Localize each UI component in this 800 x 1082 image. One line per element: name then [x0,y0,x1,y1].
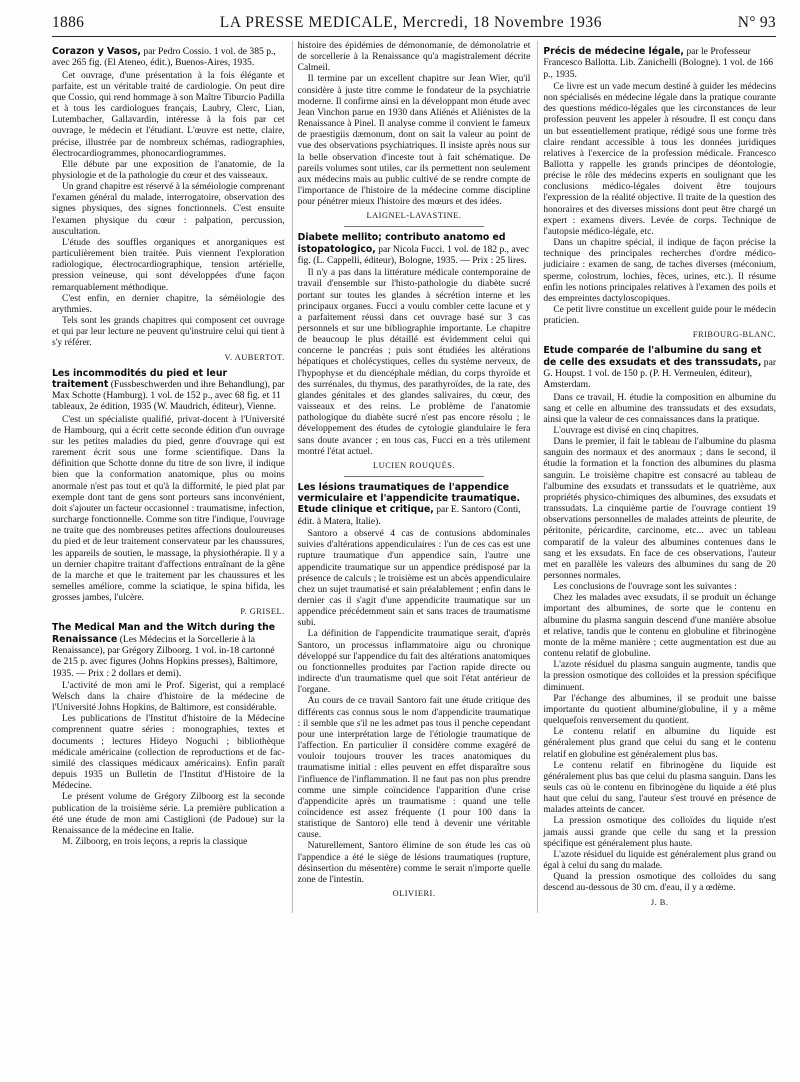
paragraph: C'est un spécialiste qualifié, privat-docent à l'Université de Hambourg, qui a écrit cette seconde édition d'un ouvrage sur les petites maladies du pied, genre d'ouvrage qui est rarement écrit sous une forme scientifique. Dans la définition que Schotte donne du titre de son livre, il indique bien que la conformation anatomique, plus ou moins anormale n'est pas tout et qu'à la difformité, le pied plat par exemple dont tant de gens sont porteurs sans inconvénient, doit s'ajouter un facteur occasionnel : traumatisme, infection, surcharge fonctionnelle. Comme son titre l'indique, l'ouvrage ne traite que des nombreuses petites affections douloureuses du pied et de leur traitement conservateur par les chaussures, les appareils de soutien, le massage, la physiothérapie. Il y a un dernier chapitre traitant d'affections entraînant de la gêne de la marche et que le traitement par les chaussures et les semelles améliore, comme la sciatique, le spina bifida, les grosses jambes, l'ulcère. [52,414,285,604]
review-bibliography: par E. Santoro (Conti, édit. à Matera, Italie). [297,504,521,527]
paragraph: Il n'y a pas dans la littérature médicale contemporaine de travail d'ensemble sur l'histo-pathologie du diabète sucré portant sur toutes les glandes à sécrétion interne et les principaux organes. Fucci a voulu combler cette lacune et y a parfaitement réussi dans cet ouvrage basé sur 3 cas personnels et sur une bibliographie importante. Le chapitre de beaucoup le plus détaillé est évidemment celui qui concerne le pancréas ; puis sont étudiées les altérations hépatiques et cholécystiques, celles du système nerveux, de l'hypophyse et du diencéphale médian, du corps thyroïde et des surrénales, du thymus, des parathyroïdes, de la rate, des glandes génitales et des glandes salivaires, du cœur, des vaisseaux et des reins. Le problème de l'anatomie pathologique du diabète sucré n'est pas encore résolu ; le développement des études de cytologie glandulaire le fera sans doute avancer ; en tous cas, Fucci en a très utilement montré l'état actuel. [297,268,531,457]
review-title: Précis de médecine légale, [543,46,684,57]
paragraph: Dans le premier, il fait le tableau de l'albumine du plasma sanguin des normaux et des anormaux ; dans le second, il étudie la formation et la fonction des albumines du plasma sanguin. Le troisième chapitre est consacré au tableau de l'albumine des exsudats et transsudats et le quatrième, aux propriétés physico-chimiques des albumines, des exsudats et transsudats. La cinquième partie de l'ouvrage contient 19 observations personnelles de malades atteints de pleurite, de péritonite, péricardite, carcinome, etc... avec un tableau comparatif de la valeur des albumines contenues dans le sang et les exsudats. En face de ces observations, l'auteur met en parallèle les valeurs des albumines du sang de 20 personnes normales. [543,437,777,582]
paragraph: C'est enfin, en dernier chapitre, la séméiologie des arythmies. [52,293,285,315]
reviewer-signature: V. AUBERTOT. [224,352,285,362]
reviewer-signature: LUCIEN ROUQUÈS. [373,460,455,470]
paragraph: Le présent volume de Grégory Zilboorg est la seconde publication de la troisième série. La première publication a été une étude de mon ami Castiglioni (de Padoue) sur la Renaissance de la médecine en Italie. [52,792,285,836]
review-diabete-mellito [298,232,531,470]
reviewer-signature: OLIVIERI. [392,889,436,899]
review-bibliography: par Pedro Cossio. 1 vol. de 385 p., avec 265 fig. (El Ateneo, édit.), Buenos-Aires, 1935. [52,46,276,69]
review-heading [52,622,285,678]
paragraph: Le contenu relatif en albumine du liquide est généralement plus grand que celui du sang et le contenu relatif en globuline est généralement plus bas. [543,727,777,760]
review-heading [543,46,776,80]
review-title: Les lésions traumatiques de l'appendice vermiculaire et l'appendicite traumatique. Etude clinique et critique, [297,481,521,516]
issue-number: N° 93 [737,14,776,31]
page-number: 1886 [52,14,85,31]
reviewer-signature: LAIGNEL-LAVASTINE. [366,211,462,221]
reviewer-signature: FRIBOURG-BLANC. [692,330,777,340]
review-title: Corazon y Vasos, [52,46,141,57]
paragraph: Par l'échange des albumines, il se produit une baisse importante du quotient albumine/globuline, il y a même quelquefois renversement du quotient. [543,693,777,727]
review-heading [298,232,531,266]
review-medical-man-and-the-witch [52,622,285,848]
review-title: Les incommodités du pied et leur traitement [52,367,228,390]
review-lesions-traumatiques [298,482,531,898]
paragraph: Dans un chapitre spécial, il indique de façon précise la technique des principales recherches d'ordre médico-judiciaire : examen de sang, de taches diverses (méconium, sperme, colostrum, lochies, fèces, urines, etc.). Il résume enfin les notions principales relatives à l'examen des poils et des empreintes dactyloscopiques. [543,238,777,304]
divider [344,476,484,477]
paragraph: Elle débute par une exposition de l'anatomie, de la physiologie et de la pathologie du cœur et des vaisseaux. [52,159,285,181]
paragraph: Quand la pression osmotique des colloïdes du sang descend au-dessous de 30 cm. d'eau, il y a œdème. [543,872,777,894]
column-1 [52,41,285,913]
column-3 [537,41,776,913]
review-title: The Medical Man and the Witch during the Renaissance [52,622,276,645]
review-heading [543,345,776,390]
paragraph: La pression osmotique des colloïdes du liquide n'est jamais aussi grande que celle du sang et la pression spécifique est généralement plus haute. [543,816,777,849]
reviewer-signature: J. B. [650,897,669,907]
paragraph: Le contenu relatif en fibrinogène du liquide est généralement plus bas que celui du plasma sanguin. Dans les seuls cas où le contenu en fibrinogène du liquide a été plus haut que celui du sang, l'auteur s'est trouvé en présence de malades atteints de cancer. [543,760,777,816]
review-medical-man-continued [298,41,531,220]
paragraph: L'étude des souffles organiques et anorganiques est particulièrement bien traitée. Puis viennent l'exploration radiologique, électrocardiographique, tension artérielle, pression veineuse, qui sont développées d'une façon remarquablement méthodique. [52,237,285,293]
column-2 [292,41,531,913]
review-heading [52,46,285,69]
columns [52,41,776,913]
divider [344,226,484,227]
review-bibliography: par Nicola Fucci. 1 vol. de 182 p., avec fig. (L. Cappelli, éditeur), Bologne, 1935. — Prix : 25 lires. [297,243,530,266]
paragraph: Naturellement, Santoro élimine de son étude les cas où l'appendice a été le siège de lésions traumatiques (rupture, désinsertion du mésentère) comme le serait n'importe quelle zone de l'intestin. [297,841,531,885]
paragraph: Un grand chapitre est réservé à la séméiologie comprenant l'examen général du malade, interrogatoire, observation des signes physiques, des signes fonctionnels. C'est ensuite l'examen physique du cœur : palpation, percussion, auscultation. [52,182,285,237]
paragraph: L'ouvrage est divisé en cinq chapitres. [553,425,699,436]
paragraph: Les conclusions de l'ouvrage sont les suivantes : [553,582,737,593]
paragraph: Chez les malades avec exsudats, il se produit un échange important des albumines, de sorte que le contenu en albumine du plasma sanguin descend d'une manière absolue et relative, tandis que le contenu en globuline et fibrinogène monte de la même manière ; cette augmentation est due au contenu relatif de globuline. [543,593,777,660]
paragraph: L'azote résiduel du plasma sanguin augmente, tandis que la pression osmotique des colloïdes et la pression spécifique diminuent. [543,660,777,693]
review-bibliography: (Les Médecins et la Sorcellerie à la Renaissance), par Grégory Zilboorg. 1 vol. in-18 cartonné de 215 p. avec figures (Johns Hopkins presses), Baltimore, 1935. — Prix : 2 dollars et demi). [52,633,278,679]
paragraph: Ce livre est un vade mecum destiné à guider les médecins non spécialisés en médecine légale dans la pratique courante des questions médico-légales que les circonstances de leur profession peuvent les appeler à résoudre. Il est conçu dans un but essentiellement pratique, rédigé sous une forme très claire rendant accessible à tous les données juridiques relatives à l'exercice de la profession médicale. Francesco Ballotta y rappelle les grands principes de déontologie, précise le rôle des médecins experts en soulignant que les conclusions médico-légales doivent être toujours l'expression de la réalité objective. Il traite de la question des honoraires et des diverses missions dont peut être chargé un expert : examens divers. Levée de corps. Technique de l'autopsie médico-légale, etc. [543,81,777,237]
review-heading [298,482,531,527]
review-bibliography: par le Professeur Francesco Ballotta. Lib. Zanichelli (Bologne). 1 vol. de 166 p., 1935. [543,46,774,80]
paragraph: Il termine par un excellent chapitre sur Jean Wier, qu'il considère à juste titre comme le fondateur de la psychiatrie moderne. Il confirme ainsi en la développant mon étude avec Jean Vinchon parue en 1930 dans Aliénés et Aliénistes de la Renaissance à Pinel. Il analyse comme il convient le fameux de praestigiis dæmonum, dont on sait la valeur au point de vue des observations psychiatriques. Il insiste après nous sur la belle observation d'inceste tout à fait schématique. De pareils volumes sont utiles, car ils permettent non seulement aux médecins mais au public cultivé de se rendre compte de l'importance de l'histoire de la médecine comme discipline pour pénétrer mieux l'histoire des mœurs et des idées. [297,74,531,208]
paragraph: histoire des épidémies de démonomanie, de démonolatrie et de sorcellerie à la Renaissance qu'a magistralement décrite Calmeil. [297,41,531,74]
paragraph: Tels sont les grands chapitres qui composent cet ouvrage et qui par leur lecture ne peuvent qu'instruire celui qui tient à s'y référer. [52,316,285,349]
paragraph: Ce petit livre constitue un excellent guide pour le médecin praticien. [543,305,777,327]
review-corazon-y-vasos [52,46,285,362]
paragraph: M. Zilboorg, en trois leçons, a repris la classique [62,837,248,848]
paragraph: Santoro a observé 4 cas de contusions abdominales suivies d'altérations appendiculaires : l'un de ces cas est une rupture traumatique d'un appendice sain, l'autre une appendicite traumatique sur un appendice prédisposé par la présence de calculs ; le troisième est un abcès appendiculaire chez un sujet traumatisé et sain préalablement ; enfin dans le dernier cas il s'agit d'une appendicite traumatique sur un appendice précédemment sain et sans traces de traumatisme subi. [297,529,531,629]
review-precis-medecine-legale [543,46,776,339]
masthead [52,14,776,37]
review-incommodites-du-pied [52,368,285,617]
journal-title: LA PRESSE MEDICALE, Mercredi, 18 Novembre 1936 [219,14,603,31]
paragraph: La définition de l'appendicite traumatique serait, d'après Santoro, un processus inflammatoire aigu ou chronique développé sur l'appendice du fait des altérations anatomiques ou fonctionnelles produites par l'action rapide directe ou indirecte d'un traumatisme quel que soit l'état antérieur de l'organe. [297,629,531,696]
review-bibliography: (Fussbeschwerden und ihre Behandlung), par Max Schotte (Hamburg). 1 vol. de 152 p., avec 68 fig. et 11 tableaux, 2e édition, 1935 (W. Maudrich, éditeur), Vienne. [52,378,285,413]
review-etude-albumine [543,345,776,906]
paragraph: Les publications de l'Institut d'histoire de la Médecine comprennent quatre séries : monographies, textes et documents ; lectures Hideyo Noguchi ; bibliothèque médicale américaine (collection de reproductions et de fac-similé des classiques médicaux américains). Enfin paraît depuis 1935 un Bulletin de l'Institut d'Histoire de la Médecine. [52,714,285,792]
review-heading [52,368,285,413]
paragraph: Au cours de ce travail Santoro fait une étude critique des différents cas connus sous le nom d'appendicite traumatique : il semble que s'il ne les admet pas tous il penche cependant pour une interprétation large de l'étiologie traumatique de l'affection. En particulier il considère comme exagéré de vouloir toujours trouver les traces anatomiques du traumatisme initial : elles peuvent en effet disparaître sous l'influence de l'inflammation. Il ne faut pas non plus prendre comme une simple coïncidence l'apparition d'une crise d'appendicite après un traumatisme : quand une telle coïncidence est assez fréquente (1 pour 100 dans la statistique de Santoro) elle tend à devenir une véritable cause. [297,696,531,841]
paragraph: Cet ouvrage, d'une présentation à la fois élégante et parfaite, est un véritable traité de cardiologie. On peut dire que Cossio, qui rend hommage à son Maître Tiburcio Padilla et à tous les cardiologues français, Laubry, Clerc, Lian, Lutembacher, Gallavardin, intéresse à la fois par cet ouvrage, le médecin et l'étudiant. L'œuvre est nette, claire, précise, illustrée par de nombreux schémas, radiographies, électrocardiogrammes, phonocardiogrammes. [52,70,285,159]
paragraph: L'azote résiduel du liquide est généralement plus grand ou égal à celui du sang du malade. [543,849,777,872]
reviewer-signature: P. GRISEL. [240,607,285,617]
review-title: Etude comparée de l'albumine du sang et de celle des exsudats et des transsudats, [543,345,762,368]
paragraph: L'activité de mon ami le Prof. Sigerist, qui a remplacé Welsch dans la chaire d'histoire de la médecine de l'Université Johns Hopkins, de Baltimore, est considérable. [52,680,285,714]
review-title: Diabete mellito; contributo anatomo ed istopatologico, [297,232,506,255]
review-bibliography: par G. Houpst. 1 vol. de 150 p. (P. H. Vermeulen, éditeur), Amsterdam. [543,356,777,391]
paragraph: Dans ce travail, H. étudie la composition en albumine du sang et celle en albumine des transsudats et des exsudats, ainsi que la valeur de ces connaissances dans la pratique. [543,392,777,425]
